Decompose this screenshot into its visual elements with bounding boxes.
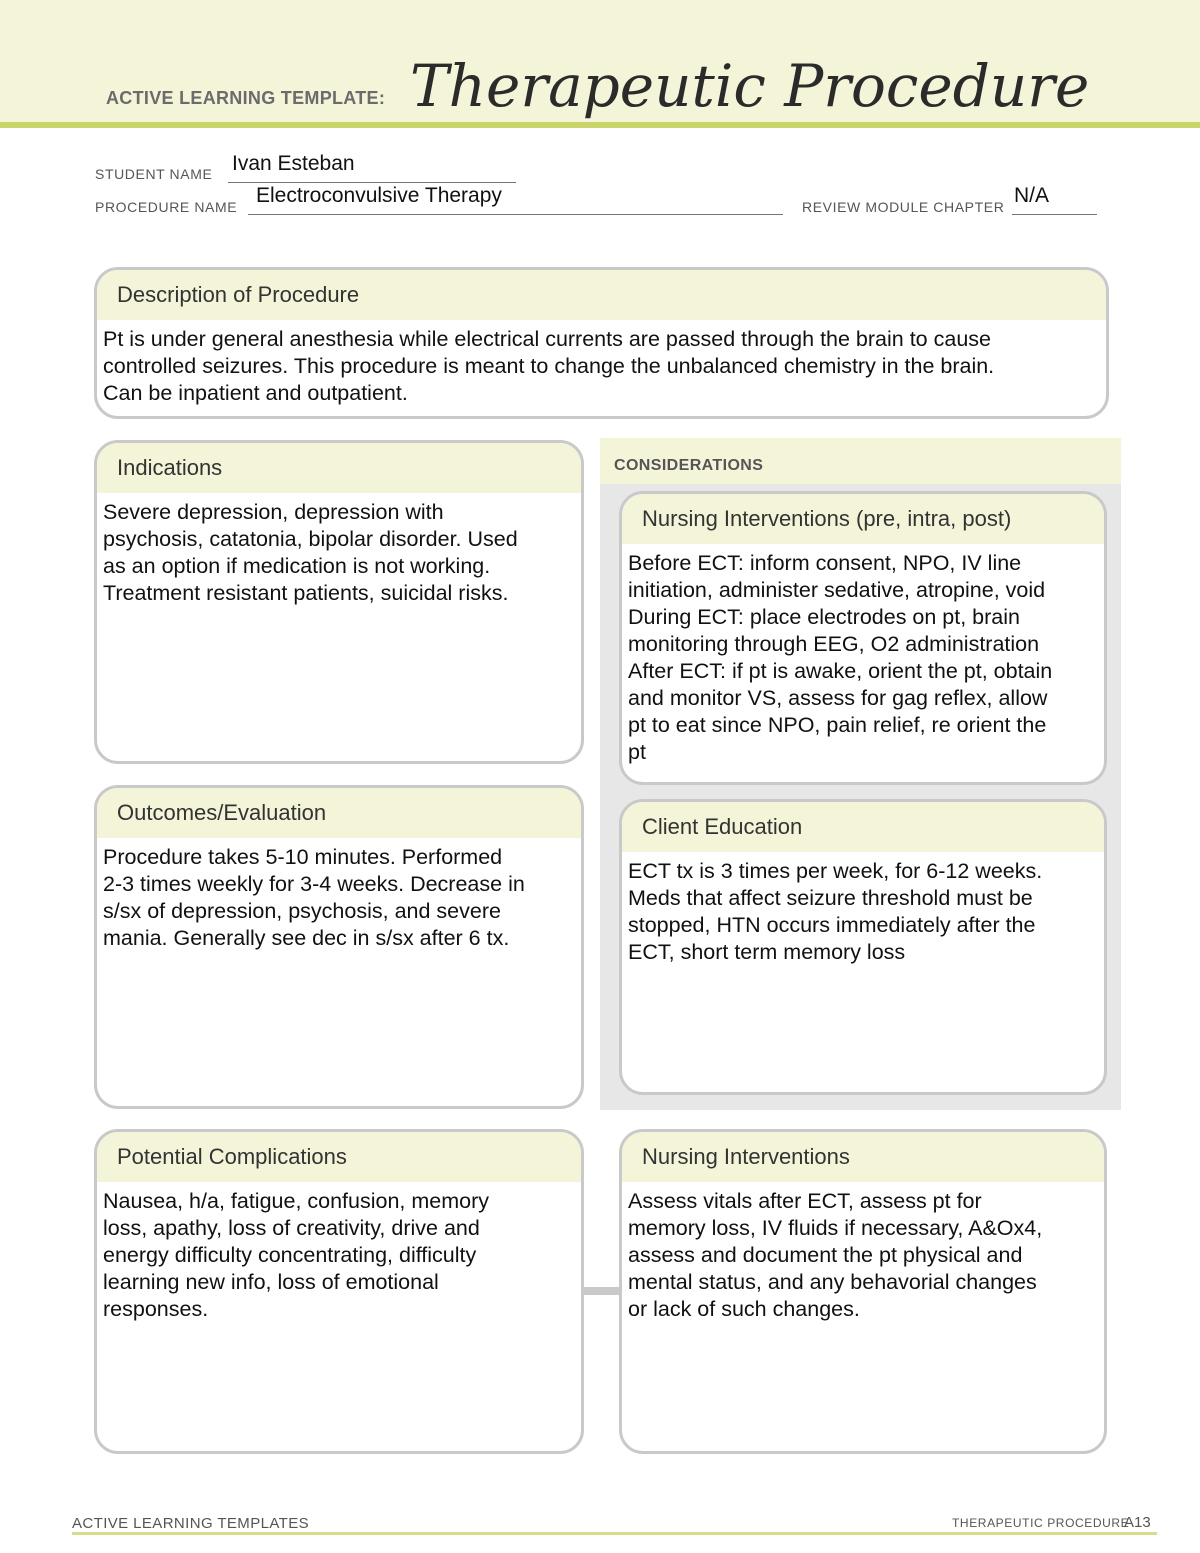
- page-number: A13: [1124, 1514, 1151, 1531]
- considerations-title: CONSIDERATIONS: [614, 457, 764, 474]
- description-body[interactable]: Pt is under general anesthesia while electrical currents are passed through the brain to cause controlled seizures. This procedure is meant to change the unbalanced chemistry in the brain. Can be inpatient and outpatient.: [103, 327, 995, 405]
- template-label: ACTIVE LEARNING TEMPLATE:: [106, 88, 386, 108]
- student-name-field[interactable]: Ivan Esteban: [232, 152, 355, 175]
- description-title: Description of Procedure: [97, 270, 1106, 320]
- complications-title: Potential Complications: [97, 1132, 581, 1182]
- indications-box: [94, 440, 584, 764]
- procedure-name-field[interactable]: Electroconvulsive Therapy: [256, 184, 502, 207]
- outcomes-body[interactable]: Procedure takes 5-10 minutes. Performed 2-3 times weekly for 3-4 weeks. Decrease in s/sx of depression, psychosis, and severe mania. Generally see dec in s/sx after 6 tx.: [103, 845, 525, 950]
- nursing-interventions-pip-title: Nursing Interventions (pre, intra, post): [622, 494, 1104, 544]
- procedure-name-label: PROCEDURE NAME: [95, 199, 238, 215]
- description-box: [94, 267, 1109, 419]
- page-title: Therapeutic Procedure: [410, 52, 1090, 120]
- footer-right: THERAPEUTIC PROCEDURE: [952, 1516, 1130, 1530]
- complications-body[interactable]: Nausea, h/a, fatigue, confusion, memory loss, apathy, loss of creativity, drive and energy difficulty concentrating, difficulty learning new info, loss of emotional responses.: [103, 1189, 490, 1321]
- complications-box: [94, 1129, 584, 1454]
- nursing-interventions-body[interactable]: Assess vitals after ECT, assess pt for memory loss, IV fluids if necessary, A&Ox4, assess and document the pt physical and mental status, and any behavorial changes or lack of such changes.: [628, 1189, 1043, 1321]
- client-education-body[interactable]: ECT tx is 3 times per week, for 6-12 weeks. Meds that affect seizure threshold must be stopped, HTN occurs immediately after the ECT, short term memory loss: [628, 859, 1043, 964]
- procedure-name-underline: [248, 214, 783, 215]
- nursing-interventions-box: [619, 1129, 1107, 1454]
- footer-rule: [72, 1532, 1157, 1535]
- indications-body[interactable]: Severe depression, depression with psychosis, catatonia, bipolar disorder. Used as an option if medication is not working. Treatment resistant patients, suicidal risks.: [103, 500, 518, 605]
- header-rule: [0, 122, 1200, 128]
- student-name-label: STUDENT NAME: [95, 166, 213, 182]
- nursing-interventions-title: Nursing Interventions: [622, 1132, 1104, 1182]
- review-module-underline: [1012, 214, 1097, 215]
- review-module-field[interactable]: N/A: [1014, 184, 1050, 207]
- box-connector: [582, 1287, 620, 1295]
- indications-title: Indications: [97, 443, 581, 493]
- client-education-box: [619, 799, 1107, 1095]
- client-education-title: Client Education: [622, 802, 1104, 852]
- student-name-underline: [228, 182, 516, 183]
- nursing-interventions-pip-box: [619, 491, 1107, 785]
- outcomes-title: Outcomes/Evaluation: [97, 788, 581, 838]
- outcomes-box: [94, 785, 584, 1109]
- nursing-interventions-pip-body[interactable]: Before ECT: inform consent, NPO, IV line initiation, administer sedative, atropine, void During ECT: place electrodes on pt, brain monitoring through EEG, O2 administration After ECT: if pt is awake, orient the pt, obtain and monitor VS, assess for gag reflex, allow pt to eat since NPO, pain relief, re orient the pt: [628, 551, 1053, 764]
- review-module-label: REVIEW MODULE CHAPTER: [802, 199, 1005, 215]
- footer-left: ACTIVE LEARNING TEMPLATES: [72, 1515, 309, 1532]
